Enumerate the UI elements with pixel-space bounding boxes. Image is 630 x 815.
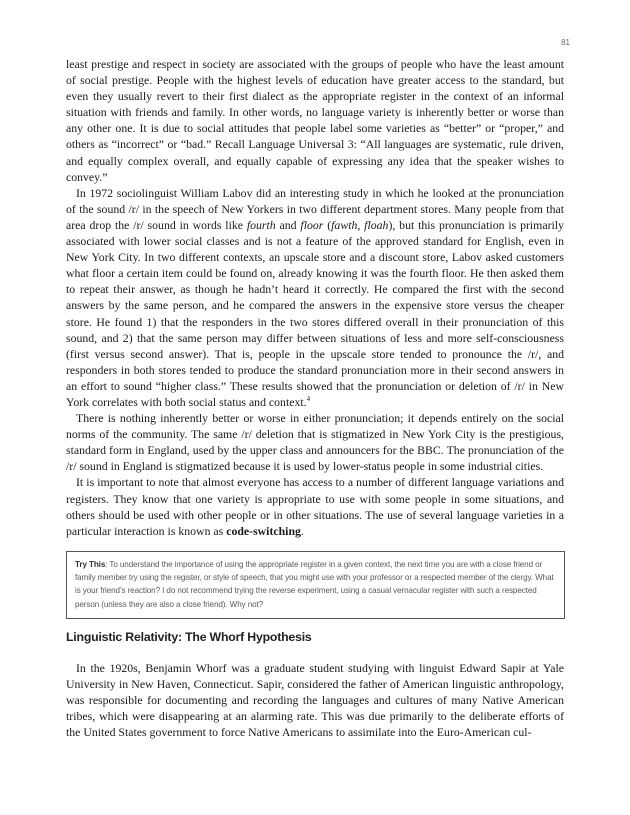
page-number: 81: [561, 38, 570, 47]
try-this-label: Try This: [75, 560, 106, 569]
example-pronunciations: fawth, floah: [331, 217, 389, 232]
example-word-floor: floor: [300, 217, 324, 232]
footnote-marker[interactable]: 4: [306, 395, 311, 404]
try-this-text: : To understand the importance of using the appropriate register in a given context, the next time you are with a close friend or family member try using the register, or style of speech, that you might use with your professor or a respected member of the clergy. What is your friend’s reaction? I do not recommend trying the reverse experiment, using a casual vernacular register with such a respected person (unless they are also a close friend). Why not?: [75, 560, 554, 609]
paragraph-prestige: least prestige and respect in society are associated with the groups of people who have the least amount of social prestige. People with the highest levels of education have greater access to the standard, but even they usually revert to their first dialect as the appropriate register in the context of an informal situation with friends and family. In other words, no language variety is inherently better or worse than any other one. It is due to social attitudes that people label some varieties as “better” or “proper,” and others as “incorrect” or “bad.” Recall Language Universal 3: “All languages are systematic, rule driven, and equally complex overall, and equally capable of expressing any idea that the speaker wishes to convey.”: [66, 57, 564, 184]
try-this-box: [66, 551, 565, 619]
body-text: [66, 56, 564, 539]
key-term-code-switching: code-switching: [226, 523, 301, 538]
example-word-fourth: fourth: [246, 217, 276, 232]
paragraph-whorf: In the 1920s, Benjamin Whorf was a graduate student studying with linguist Edward Sapir at Yale University in New Haven, Connecticut. Sapir, considered the father of American linguistic anthropology, was responsible for documenting and recording the languages and cultures of many Native American tribes, which were disappearing at an alarming rate. This was due primarily to the deliberate efforts of the United States government to force Native Americans to assimilate into the Euro-American cul-: [66, 661, 564, 740]
paragraph-labov-study: In 1972 sociolinguist William Labov did an interesting study in which he looked at the pronunciation of the sound /r/ in the speech of New Yorkers in two different department stores. Many people from that area drop the /r/ sound in words like fourth and floor (fawth, floah), but this pronunciation is primarily associated with lower social classes and is not a feature of the approved standard for English, even in New York City. In two different contexts, an upscale store and a discount store, Labov asked customers what floor a certain item could be found on, already knowing it was the fourth floor. He then asked them to repeat their answer, as though he hadn’t heard it correctly. He compared the first with the second answers by the same person, and he compared the answers in the expensive store versus the cheaper store. He found 1) that the responders in the two stores differed overall in their pronunciation of this sound, and 2) that the same person may differ between situations of less and more self-consciousness (first versus second answer). That is, people in the upscale store tended to pronounce the /r/, and responders in both stores tended to produce the standard pronunciation more in their second answers in an effort to sound “higher class.” These results showed that the pronunciation or deletion of /r/ in New York correlates with both social status and context.$^4$: [66, 185, 564, 409]
section-heading: Linguistic Relativity: The Whorf Hypothesis: [66, 630, 312, 644]
paragraph-code-switching: It is important to note that almost everyone has access to a number of different language variations and registers. They know that one variety is appropriate to use with some people in some situations, and others should be used with other people or in other situations. The use of several language varieties in a particular interaction is known as code-switching.: [66, 475, 564, 538]
paragraph-social-norms: There is nothing inherently better or worse in either pronunciation; it depends entirely on the social norms of the community. The same /r/ deletion that is stigmatized in New York City is the prestigious, standard form in England, used by the upper class and announcers for the BBC. The pronunciation of the /r/ sound in England is stigmatized because it is used by lower-status people in some industrial cities.: [66, 411, 564, 474]
